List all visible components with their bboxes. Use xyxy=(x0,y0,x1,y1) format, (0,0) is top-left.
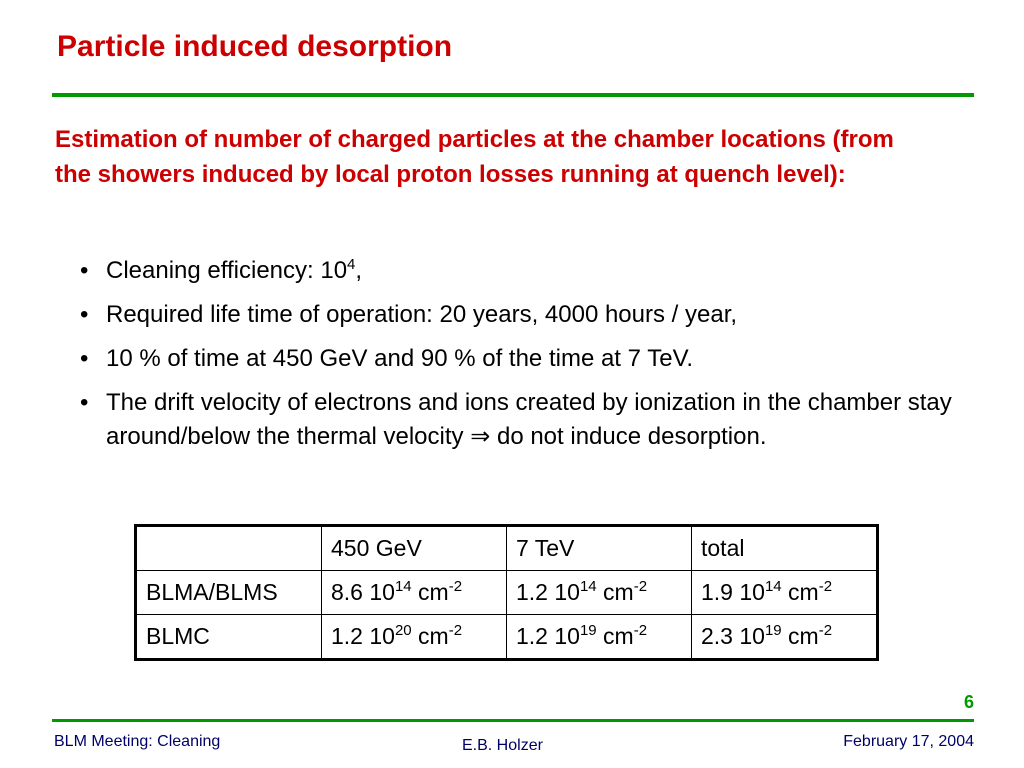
footer-author: E.B. Holzer xyxy=(462,737,543,754)
cell-mantissa: 2.3 10 xyxy=(701,623,765,649)
cell-unit: cm xyxy=(781,623,819,649)
bullet-dot-icon: • xyxy=(80,389,89,416)
cell-unit-exponent: -2 xyxy=(448,622,463,639)
table-row xyxy=(136,571,878,615)
cell-mantissa: 1.2 10 xyxy=(516,623,580,649)
table-row-label: BLMA/BLMS xyxy=(136,571,322,615)
slide-title: Particle induced desorption xyxy=(57,30,453,63)
bullet-dot-icon: • xyxy=(80,257,89,284)
cell-unit-exponent: -2 xyxy=(633,578,648,595)
table-header-cell xyxy=(136,526,322,571)
footer-divider xyxy=(52,719,974,722)
cell-unit: cm xyxy=(411,623,449,649)
cell-exponent: 19 xyxy=(579,622,597,639)
cell-exponent: 14 xyxy=(579,578,597,595)
footer-meeting: BLM Meeting: Cleaning xyxy=(54,733,221,750)
cell-exponent: 14 xyxy=(394,578,412,595)
table-cell xyxy=(507,615,692,660)
bullet-dot-icon: • xyxy=(80,301,89,328)
cell-unit-exponent: -2 xyxy=(633,622,648,639)
bullet-text: Cleaning efficiency: 10 xyxy=(106,257,348,284)
table-cell xyxy=(322,615,507,660)
bullet-dot-icon: • xyxy=(80,345,89,372)
bullet-text: 10 % of time at 450 GeV and 90 % of the time at 7 TeV. xyxy=(106,345,694,372)
bullet-text-tail: , xyxy=(355,257,363,284)
slide-subtitle: Estimation of number of charged particles at the chamber locations (from the showers induced by local proton losses running at quench level): xyxy=(55,126,894,188)
table-row xyxy=(136,615,878,660)
cell-mantissa: 1.2 10 xyxy=(516,579,580,605)
bullet-item xyxy=(80,386,960,454)
table-header-cell: 450 GeV xyxy=(322,526,507,571)
cell-unit: cm xyxy=(781,579,819,605)
cell-exponent: 19 xyxy=(764,622,782,639)
footer-date: February 17, 2004 xyxy=(843,733,974,750)
cell-unit: cm xyxy=(596,623,634,649)
cell-unit: cm xyxy=(411,579,449,605)
particle-count-table xyxy=(134,524,879,661)
particle-count-table-wrapper xyxy=(134,524,879,661)
cell-unit: cm xyxy=(596,579,634,605)
cell-exponent: 20 xyxy=(394,622,412,639)
bullet-text: Required life time of operation: 20 years, 4000 hours / year, xyxy=(106,301,738,328)
bullet-item xyxy=(80,342,960,376)
cell-mantissa: 8.6 10 xyxy=(331,579,395,605)
table-cell xyxy=(692,615,878,660)
cell-exponent: 14 xyxy=(764,578,782,595)
table-row-label: BLMC xyxy=(136,615,322,660)
bullet-list xyxy=(80,254,960,464)
bullet-item xyxy=(80,254,960,288)
bullet-superscript: 4 xyxy=(347,256,356,273)
page-number: 6 xyxy=(963,692,974,712)
bullet-item xyxy=(80,298,960,332)
header-divider xyxy=(52,93,974,97)
cell-unit-exponent: -2 xyxy=(818,578,833,595)
table-header-cell: 7 TeV xyxy=(507,526,692,571)
cell-unit-exponent: -2 xyxy=(448,578,463,595)
table-header-row xyxy=(136,526,878,571)
table-cell xyxy=(692,571,878,615)
table-header-cell: total xyxy=(692,526,878,571)
bullet-text: The drift velocity of electrons and ions created by ionization in the chamber stay around/below the thermal velocity ⇒ do not induce desorption. xyxy=(106,389,952,450)
table-cell xyxy=(322,571,507,615)
cell-unit-exponent: -2 xyxy=(818,622,833,639)
cell-mantissa: 1.9 10 xyxy=(701,579,765,605)
cell-mantissa: 1.2 10 xyxy=(331,623,395,649)
table-cell xyxy=(507,571,692,615)
